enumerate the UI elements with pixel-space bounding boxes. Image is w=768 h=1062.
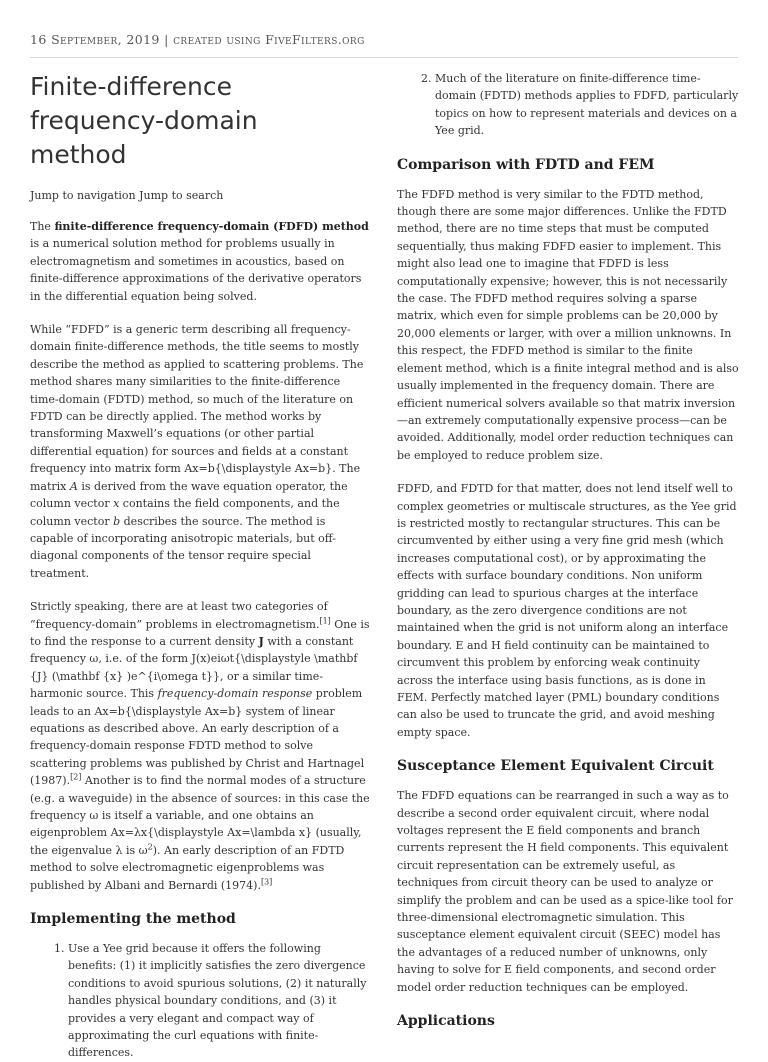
list-item: 2. Much of the literature on finite-difference time-domain (FDTD) methods applies to FDFD, particularly topics on how to represent materials and devices on a Yee grid. [435, 70, 739, 140]
implementation-list [30, 940, 372, 1062]
para2-text-2: is derived from the wave equation operator, the column vector [30, 479, 348, 511]
para2-text-1: While “FDFD” is a generic term describing all frequency-domain finite-difference methods, the title seems to mostly describe the method as applied to scattering problems. The method shares many similarities to the finite-difference time-domain (FDTD) method, so much of the literature on FDTD can be directly applied. The method works by transforming Maxwell’s equations (or other partial differential equation) for sources and fields at a constant frequency into matrix form Ax=b{\displaystyle Ax=b}. The matrix [30, 323, 364, 493]
susceptance-paragraph: The FDFD equations can be rearranged in such a way as to describe a second order equivalent circuit, where nodal voltages represent the E field components and branch currents represent the H field components. This equivalent circuit representation can be extremely useful, as techniques from circuit theory can be used to analyze or simplify the problem and can be used as a spice-like tool for three-dimensional electromagnetic simulation. This susceptance element equivalent circuit (SEEC) model has the advantages of a reduced number of unknowns, only having to solve for E field components, and second order model order reduction techniques can be employed. [397, 789, 733, 994]
reference-link-3[interactable]: [3] [260, 876, 273, 886]
intro-text-end: is a numerical solution method for problems usually in electromagnetism and sometimes in acoustics, based on finite-difference approximations of the derivative operators in the differential equation being solved. [30, 237, 362, 303]
article-title [30, 70, 372, 172]
para3-text-5: Another is to find the normal modes of a structure (e.g. a waveguide) in the absence of sources: in this case the frequency ω is itself a variable, and one obtains an eigenproblem Ax=λx{\displaystyle Ax=\lambda x} (usually, the eigenvalue λ is ω [30, 774, 370, 857]
comparison-paragraph-1: The FDFD method is very similar to the FDTD method, though there are some major differences. Unlike the FDTD method, there are no time steps that must be computed sequentially, thus making FDFD easier to implement. This might also lead one to imagine that FDFD is less computationally expensive; however, this is not necessarily the case. The FDFD method requires solving a sparse matrix, which even for simple problems can be 20,000 by 20,000 elements or larger, with over a million unknowns. In this respect, the FDFD method is similar to the finite element method, which is a finite integral method and is also usually implemented in the frequency domain. There are efficient numerical solvers available so that matrix inversion—an extremely computationally expensive process—can be avoided. Additionally, model order reduction techniques can be employed to reduce problem size. [397, 187, 739, 462]
title-line-2: frequency-domain [30, 106, 258, 135]
title-line-1: Finite-difference [30, 72, 233, 101]
page [30, 32, 740, 1060]
intro-text-start: The [30, 220, 55, 233]
para2-text-4: describes the source. The method is capable of incorporating anisotropic materials, but off-diagonal components of the tensor require special treatment. [30, 514, 336, 580]
comparison-paragraph-2: FDFD, and FDTD for that matter, does not lend itself well to complex geometries or multiscale structures, as the Yee grid is restricted mostly to rectangular structures. This can be circumvented by either using a very fine grid mesh (which increases computational cost), or by approximating the effects with surface boundary conditions. Non uniform gridding can lead to spurious charges at the interface boundary, as the zero divergence conditions are not maintained when the grid is not uniform along an interface boundary. E and H field continuity can be maintained to circumvent this problem by enforcing weak continuity across the interface using basis functions, as is done in FEM. Perfectly matched layer (PML) boundary conditions can also be used to truncate the grid, and avoid meshing empty space. [397, 482, 737, 739]
title-line-3: method [30, 140, 127, 169]
para3-text-6: ). An early description of an FDTD method to solve electromagnetic eigenproblems was published by Albani and Bernardi (1974). [30, 843, 345, 892]
para3-text-3: with a constant frequency ω, i.e. of the form J(x)eiωt{\displaystyle \mathbf {J} (\mathbf {x} )e^{i\omega t}}, or a similar time-harmonic source. This [30, 634, 358, 701]
right-column [397, 70, 739, 1042]
reference-link-2[interactable]: [2] [70, 772, 82, 782]
para2-italic-x: x [113, 497, 120, 511]
section-heading-implementing: Implementing the method [30, 911, 236, 928]
page-header: 16 September, 2019 | created using FiveFilters.org [30, 32, 738, 58]
para2-italic-b: b [113, 514, 121, 528]
para3-text-4: problem leads to an Ax=b{\displaystyle Ax=b} system of linear equations as described above. An early description of a frequency-domain response FDTD method to solve scattering problems was published by Christ and Hartnagel (1987). [30, 687, 365, 788]
para3-text-1: Strictly speaking, there are at least two categories of “frequency-domain” problems in electromagnetism. [30, 600, 328, 631]
para3-text-2: One is to find the response to a current density [30, 617, 370, 648]
para3-superscript: 2 [147, 842, 153, 852]
section-heading-susceptance: Susceptance Element Equivalent Circuit [397, 758, 714, 775]
categories-paragraph [30, 598, 372, 894]
article-columns [30, 70, 740, 1060]
section-heading-comparison: Comparison with FDTD and FEM [397, 156, 655, 173]
intro-term-bold: finite-difference frequency-domain (FDFD) method [54, 220, 369, 233]
implementation-list-continued [397, 70, 739, 140]
jump-links: Jump to navigation Jump to search [30, 189, 224, 202]
list-item: 1. Use a Yee grid because it offers the following benefits: (1) it implicitly satisfies the zero divergence conditions to avoid spurious solutions, (2) it naturally handles physical boundary conditions, and (3) it provides a very elegant and compact way of approximating the curl equations with finite-differences. [68, 940, 372, 1062]
fdfd-description-paragraph [30, 321, 372, 582]
para3-bold-j: J [258, 634, 264, 648]
intro-paragraph [30, 218, 372, 305]
section-heading-applications: Applications [397, 1013, 495, 1030]
left-column [30, 70, 372, 1062]
para2-text-3: contains the field components, and the column vector [30, 497, 340, 528]
para3-italic-term: frequency-domain response [157, 687, 313, 701]
reference-link-1[interactable]: [1] [319, 615, 331, 625]
para2-italic-a: A [69, 479, 78, 493]
